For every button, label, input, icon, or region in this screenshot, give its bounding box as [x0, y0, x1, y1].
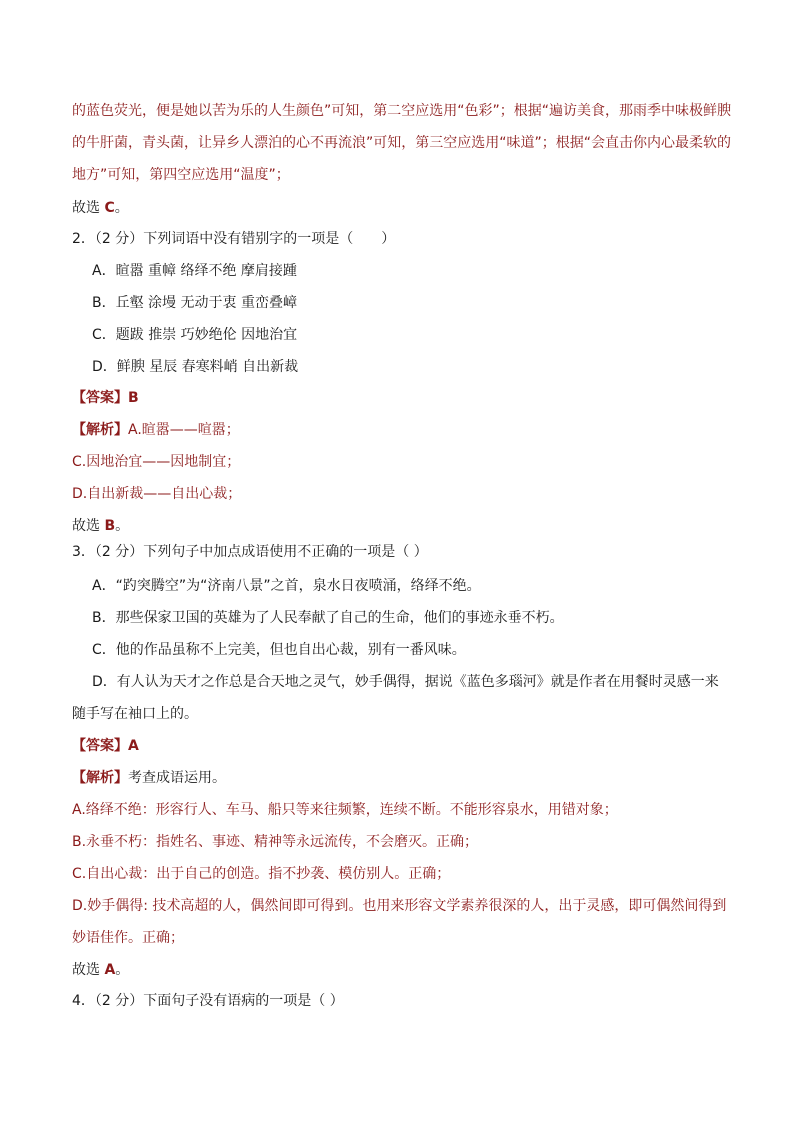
question-4-stem: 4．（2 分）下面句子没有语病的一项是（ ） [72, 993, 344, 1009]
conclusion-suffix: 。 [115, 518, 130, 534]
answer-letter: A [128, 738, 139, 754]
answer-letter: B [128, 390, 139, 406]
analysis-tag: 【解析】 [72, 422, 128, 438]
question-3-option-a: A．“趵突腾空”为“济南八景”之首，泉水日夜喷涌，络绎不绝。 [92, 578, 481, 594]
question-2-stem: 2．（2 分）下列词语中没有错别字的一项是（ ） [72, 231, 396, 247]
question-3-answer [72, 736, 139, 756]
question-3-analysis-line: B.永垂不朽：指姓名、事迹、精神等永远流传，不会磨灭。正确； [72, 834, 479, 850]
question-2-conclusion [72, 516, 129, 536]
conclusion-prefix: 故选 [72, 518, 105, 534]
analysis-tag: 【解析】 [72, 770, 128, 786]
conclusion-suffix: 。 [115, 962, 130, 978]
question-3-option-b: B．那些保家卫国的英雄为了人民奉献了自己的生命，他们的事迹永垂不朽。 [92, 610, 564, 626]
question-2-analysis-line [72, 420, 240, 440]
conclusion-suffix: 。 [114, 200, 129, 216]
question-3-analysis-line: C.自出心裁：出于自己的创造。指不抄袭、模仿别人。正确； [72, 866, 451, 882]
answer-tag: 【答案】 [72, 390, 128, 406]
conclusion-letter: A [104, 962, 116, 978]
question-2-option-d: D．鲜腴 星辰 春寒料峭 自出新裁 [92, 359, 299, 375]
question-3-option-d-continued: 随手写在袖口上的。 [72, 706, 198, 722]
analysis-text: A.暄嚣——喧嚣； [128, 422, 240, 438]
answer-tag: 【答案】 [72, 738, 128, 754]
question-2-analysis-line: D.自出新裁——自出心裁； [72, 486, 242, 502]
question-3-analysis-line: A.络绎不绝：形容行人、车马、船只等来往频繁，连续不断。不能形容泉水，用错对象； [72, 802, 618, 818]
question-3-analysis-intro [72, 768, 226, 788]
analysis-intro-text: 考查成语运用。 [128, 770, 226, 786]
analysis-text-line: 的牛肝菌，青头菌，让异乡人漂泊的心不再流浪”可知，第三空应选用“味道”；根据“会直击你内心最柔软的 [72, 135, 732, 151]
question-2-analysis-line: C.因地治宜——因地制宜； [72, 454, 241, 470]
question-2-option-b: B．丘壑 涂墁 无动于衷 重峦叠嶂 [92, 295, 297, 311]
question-2-option-a: A．暄嚣 重幛 络绎不绝 摩肩接踵 [92, 263, 297, 279]
conclusion-letter: C [104, 200, 115, 216]
question-2-answer [72, 388, 139, 408]
question-3-conclusion [72, 960, 129, 980]
conclusion-letter: B [104, 518, 116, 534]
question-3-analysis-line: 妙语佳作。正确； [72, 930, 184, 946]
question-3-analysis-line: D.妙手偶得: 技术高超的人，偶然间即可得到。也用来形容文学素养很深的人，出于灵感，即可偶然间得到 [72, 898, 727, 914]
question-3-option-c: C．他的作品虽称不上完美，但也自出心裁，别有一番风味。 [92, 642, 466, 658]
conclusion-prefix: 故选 [72, 962, 105, 978]
question-2-option-c: C．题跋 推崇 巧妙绝伦 因地治宜 [92, 327, 298, 343]
question-3-stem: 3．（2 分）下列句子中加点成语使用不正确的一项是（ ） [72, 544, 428, 560]
analysis-text-line: 地方”可知，第四空应选用“温度”； [72, 167, 290, 183]
conclusion-line [72, 198, 129, 218]
question-3-option-d: D．有人认为天才之作总是合天地之灵气，妙手偶得，据说《蓝色多瑙河》就是作者在用餐时灵感一来 [92, 674, 719, 690]
analysis-text-line: 的蓝色荧光，便是她以苦为乐的人生颜色”可知，第二空应选用“色彩”；根据“遍访美食，那雨季中味极鲜腴 [72, 103, 732, 119]
conclusion-prefix: 故选 [72, 200, 105, 216]
